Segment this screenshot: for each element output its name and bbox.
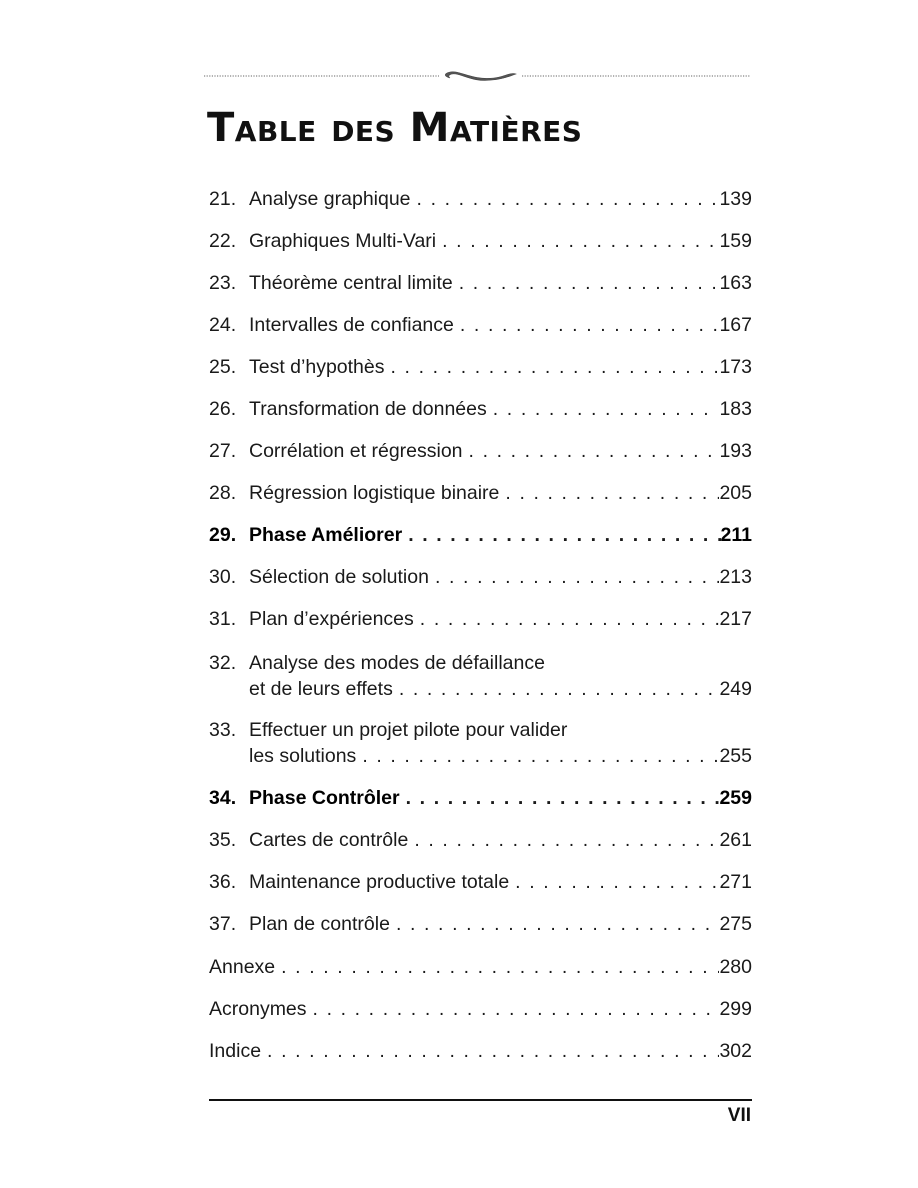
page-number: 205 xyxy=(719,482,752,504)
entry-title: Analyse des modes de défaillance xyxy=(249,652,545,674)
entry-title: Acronymes xyxy=(209,998,307,1020)
toc-line xyxy=(209,228,752,254)
page-title: Table des Matières xyxy=(207,105,583,151)
entry-title: Maintenance productive totale xyxy=(249,871,510,893)
page-number: 217 xyxy=(719,608,752,630)
page-number: 271 xyxy=(719,871,752,893)
entry-number: 24. xyxy=(209,314,237,336)
page-number: 213 xyxy=(719,566,752,588)
entry-title: Test d’hypothès xyxy=(249,356,385,378)
entry-title: Phase Améliorer xyxy=(249,524,403,546)
entry-number: 32. xyxy=(209,652,237,674)
entry-title: Plan d’expériences xyxy=(249,608,414,630)
page-number: 211 xyxy=(720,524,752,546)
entry-number: 36. xyxy=(209,871,237,893)
page-number: 259 xyxy=(719,787,752,809)
dot-leader xyxy=(453,270,720,296)
toc-entry xyxy=(209,270,752,296)
toc-line-continued xyxy=(209,676,752,702)
toc-line xyxy=(209,354,752,380)
page-number: 173 xyxy=(719,356,752,378)
page-number: 193 xyxy=(719,440,752,462)
page-folio: VII xyxy=(727,1105,751,1126)
toc-line xyxy=(209,522,752,548)
dot-leader xyxy=(393,676,720,702)
toc-line xyxy=(209,785,752,811)
dot-leader xyxy=(411,186,720,212)
dot-leader xyxy=(429,564,719,590)
toc-line xyxy=(209,827,752,853)
dot-leader xyxy=(275,954,719,980)
dot-leader xyxy=(390,911,720,937)
toc-entry xyxy=(209,954,752,980)
page-number: 280 xyxy=(719,956,752,978)
toc-entry xyxy=(209,717,752,769)
entry-number: 30. xyxy=(209,566,237,588)
entry-number: 33. xyxy=(209,719,237,741)
entry-title: Annexe xyxy=(209,956,276,978)
toc-line xyxy=(209,650,752,676)
dot-leader xyxy=(463,438,720,464)
dot-leader xyxy=(509,869,719,895)
entry-title-continued: et de leurs effets xyxy=(249,678,393,700)
toc-line xyxy=(209,396,752,422)
entry-title: Théorème central limite xyxy=(249,272,453,294)
toc-entry xyxy=(209,564,752,590)
page-number: 139 xyxy=(719,188,752,210)
toc-entry xyxy=(209,1038,752,1064)
entry-title: Indice xyxy=(209,1040,262,1062)
toc-entry xyxy=(209,522,752,548)
dot-leader xyxy=(436,228,719,254)
toc-entry xyxy=(209,354,752,380)
dot-leader xyxy=(261,1038,719,1064)
toc-entry xyxy=(209,785,752,811)
entry-number: 23. xyxy=(209,272,237,294)
entry-number: 26. xyxy=(209,398,237,420)
page-number: 167 xyxy=(719,314,752,336)
toc-entry xyxy=(209,312,752,338)
toc-entry xyxy=(209,996,752,1022)
toc-entry xyxy=(209,480,752,506)
entry-number: 22. xyxy=(209,230,237,252)
dot-leader xyxy=(400,785,720,811)
toc-line xyxy=(209,869,752,895)
page-number: 183 xyxy=(719,398,752,420)
toc-entry xyxy=(209,396,752,422)
page-number: 302 xyxy=(719,1040,752,1062)
entry-title: Corrélation et régression xyxy=(249,440,463,462)
page-number: 299 xyxy=(719,998,752,1020)
entry-title: Régression logistique binaire xyxy=(249,482,500,504)
toc-line xyxy=(209,270,752,296)
dot-leader xyxy=(414,606,720,632)
toc-line xyxy=(209,564,752,590)
toc-line-continued xyxy=(209,743,752,769)
page-number: 255 xyxy=(719,745,752,767)
entry-title: Intervalles de confiance xyxy=(249,314,454,336)
toc-line xyxy=(209,717,752,743)
dot-leader xyxy=(385,354,720,380)
dot-leader xyxy=(454,312,720,338)
toc-line xyxy=(209,606,752,632)
entry-title: Effectuer un projet pilote pour valider xyxy=(249,719,568,741)
entry-title: Transformation de données xyxy=(249,398,487,420)
entry-title: Phase Contrôler xyxy=(249,787,400,809)
entry-number: 21. xyxy=(209,188,237,210)
footer-rule xyxy=(209,1099,752,1101)
toc-entry xyxy=(209,827,752,853)
entry-title: Sélection de solution xyxy=(249,566,429,588)
entry-number: 27. xyxy=(209,440,237,462)
entry-title: Analyse graphique xyxy=(249,188,411,210)
dot-leader xyxy=(487,396,720,422)
toc-line xyxy=(209,186,752,212)
entry-title: Graphiques Multi-Vari xyxy=(249,230,437,252)
dot-leader xyxy=(499,480,719,506)
toc-entry xyxy=(209,186,752,212)
toc-line xyxy=(209,911,752,937)
entry-number: 29. xyxy=(209,524,237,546)
toc-entry xyxy=(209,650,752,702)
dot-leader xyxy=(408,827,719,853)
dot-leader xyxy=(356,743,719,769)
page-number: 275 xyxy=(719,913,752,935)
toc-line xyxy=(209,312,752,338)
toc-line xyxy=(209,954,752,980)
entry-title: Cartes de contrôle xyxy=(249,829,409,851)
entry-number: 28. xyxy=(209,482,237,504)
entry-number: 37. xyxy=(209,913,237,935)
toc-line xyxy=(209,1038,752,1064)
page-number: 163 xyxy=(719,272,752,294)
toc-line xyxy=(209,438,752,464)
toc-entry xyxy=(209,869,752,895)
toc-entry xyxy=(209,911,752,937)
entry-number: 31. xyxy=(209,608,237,630)
entry-title-continued: les solutions xyxy=(249,745,357,767)
entry-number: 25. xyxy=(209,356,237,378)
toc-entry xyxy=(209,606,752,632)
toc-line xyxy=(209,996,752,1022)
entry-number: 34. xyxy=(209,787,237,809)
dot-leader xyxy=(402,522,720,548)
toc-line xyxy=(209,480,752,506)
toc-entry xyxy=(209,438,752,464)
page-number: 159 xyxy=(719,230,752,252)
dot-leader xyxy=(307,996,720,1022)
entry-title: Plan de contrôle xyxy=(249,913,390,935)
toc-entry xyxy=(209,228,752,254)
page-number: 249 xyxy=(719,678,752,700)
entry-number: 35. xyxy=(209,829,237,851)
page-number: 261 xyxy=(719,829,752,851)
